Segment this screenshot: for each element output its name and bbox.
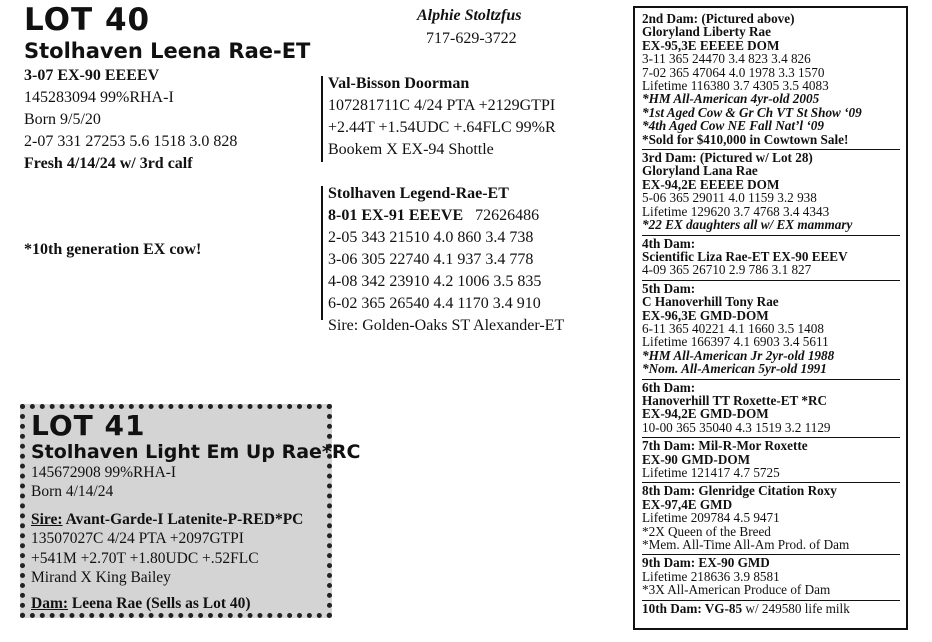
pedigree-section bbox=[642, 380, 900, 439]
pedigree-line: 3-11 365 24470 3.4 823 3.4 826 bbox=[642, 51, 811, 67]
pedigree-line: 6th Dam: bbox=[642, 379, 696, 395]
pedigree-line: *3X All-American Produce of Dam bbox=[642, 582, 831, 598]
pedigree-line: Lifetime 209784 4.5 9471 bbox=[642, 510, 780, 526]
pedigree-line: C Hanoverhill Tony Rae bbox=[642, 294, 779, 310]
lot-41-sire-line bbox=[31, 510, 321, 530]
spacer bbox=[31, 502, 321, 510]
pedigree-row bbox=[642, 466, 900, 479]
pedigree-line: *HM All-American Jr 2yr-old 1988 bbox=[642, 347, 835, 363]
pedigree-section bbox=[642, 601, 900, 618]
pedigree-row bbox=[642, 484, 900, 497]
dam-record: 4-08 342 23910 4.2 1006 3.5 835 bbox=[328, 273, 542, 290]
pedigree-box bbox=[633, 6, 908, 630]
pedigree-line: *Mem. All-Time All-Am Prod. of Dam bbox=[642, 537, 850, 553]
lot-41-dam-text: Leena Rae (Sells as Lot 40) bbox=[68, 594, 251, 612]
pedigree-section bbox=[642, 11, 900, 150]
pedigree-row bbox=[642, 92, 900, 105]
pedigree-section bbox=[642, 281, 900, 380]
pedigree-line: EX-96,3E GMD-DOM bbox=[642, 307, 769, 323]
lot-40-note: *10th generation EX cow! bbox=[24, 241, 202, 258]
pedigree-line: Lifetime 218636 3.9 8581 bbox=[642, 568, 780, 584]
sire-block bbox=[328, 73, 556, 161]
pedigree-line: *HM All-American 4yr-old 2005 bbox=[642, 91, 820, 107]
lot-40-fresh: Fresh 4/14/24 w/ 3rd calf bbox=[24, 155, 193, 172]
pedigree-row bbox=[642, 570, 900, 583]
lot-41-dam-line bbox=[31, 594, 321, 614]
lot-41-registration: 145672908 99%RHA-I bbox=[31, 463, 177, 481]
pedigree-line: Lifetime 116380 3.7 4305 3.5 4083 bbox=[642, 78, 829, 94]
pedigree-line: 7th Dam: Mil-R-Mor Roxette bbox=[642, 438, 808, 454]
lot-41-sire-label: Sire: bbox=[31, 510, 63, 528]
lot-40-classification: 3-07 EX-90 EEEEV bbox=[24, 67, 160, 84]
pedigree-section bbox=[642, 483, 900, 555]
pedigree-line: w/ 249580 life milk bbox=[742, 600, 850, 616]
pedigree-row bbox=[642, 309, 900, 322]
pedigree-row bbox=[642, 25, 900, 38]
pedigree-row bbox=[642, 79, 900, 92]
lot-41-box bbox=[20, 404, 361, 618]
pedigree-line: Lifetime 121417 4.7 5725 bbox=[642, 465, 780, 480]
pedigree-row bbox=[642, 394, 900, 407]
dam-name: Stolhaven Legend-Rae-ET bbox=[328, 185, 509, 202]
pedigree-line: 2nd Dam: (Pictured above) bbox=[642, 11, 795, 26]
pedigree-line: Scientific Liza Rae-ET EX-90 EEEV bbox=[642, 248, 848, 264]
pedigree-line: Gloryland Lana Rae bbox=[642, 163, 758, 179]
dam-record: 3-06 305 22740 4.1 937 3.4 778 bbox=[328, 251, 534, 268]
pedigree-line: *4th Aged Cow NE Fall Nat’l ‘09 bbox=[642, 118, 824, 134]
pedigree-line: Lifetime 129620 3.7 4768 3.4 4343 bbox=[642, 203, 830, 219]
dam-block bbox=[328, 183, 564, 337]
pedigree-row bbox=[642, 164, 900, 177]
pedigree-section bbox=[642, 150, 900, 235]
dam-bracket bbox=[321, 186, 323, 320]
lot-41-title: LOT 41 bbox=[31, 409, 146, 442]
pedigree-line: 4th Dam: bbox=[642, 235, 696, 251]
lot-41-cow-name: Stolhaven Light Em Up Rae*RC bbox=[31, 441, 361, 463]
lot-40-cow-name: Stolhaven Leena Rae-ET bbox=[24, 39, 311, 63]
dam-record: 6-02 365 26540 4.4 1170 3.4 910 bbox=[328, 295, 541, 312]
pedigree-line: *2X Queen of the Breed bbox=[642, 523, 771, 539]
pedigree-row bbox=[642, 583, 900, 596]
pedigree-line: 5th Dam: bbox=[642, 280, 696, 296]
pedigree-line: 6-11 365 40221 4.1 1660 3.5 1408 bbox=[642, 320, 824, 336]
dam-sire: Sire: Golden-Oaks ST Alexander-ET bbox=[328, 317, 565, 334]
pedigree-line: *22 EX daughters all w/ EX mammary bbox=[642, 217, 853, 233]
pedigree-line: Hanoverhill TT Roxette-ET *RC bbox=[642, 392, 827, 408]
pedigree-line: Gloryland Liberty Rae bbox=[642, 24, 771, 40]
lot-41-sire-line-3: Mirand X King Bailey bbox=[31, 569, 171, 587]
pedigree-line: 10-00 365 35040 4.3 1519 3.2 1129 bbox=[642, 419, 831, 435]
pedigree-row bbox=[642, 538, 900, 551]
pedigree-row bbox=[642, 498, 900, 511]
pedigree-section bbox=[642, 555, 900, 600]
lot-40-details bbox=[24, 65, 237, 175]
pedigree-row bbox=[642, 178, 900, 191]
dam-record: 2-05 343 21510 4.0 860 3.4 738 bbox=[328, 229, 534, 246]
pedigree-row bbox=[642, 106, 900, 119]
pedigree-row bbox=[642, 12, 900, 25]
sire-bracket bbox=[321, 76, 323, 162]
pedigree-row bbox=[642, 151, 900, 164]
pedigree-line: 10th Dam: VG-85 bbox=[642, 600, 743, 616]
consignor-name: Alphie Stoltzfus bbox=[417, 7, 522, 24]
pedigree-line: 4-09 365 26710 2.9 786 3.1 827 bbox=[642, 262, 812, 278]
dam-class-line bbox=[328, 205, 564, 227]
pedigree-row bbox=[642, 525, 900, 538]
pedigree-row bbox=[642, 295, 900, 308]
pedigree-row bbox=[642, 453, 900, 466]
lot-41-sire-line-2: +541M +2.70T +1.80UDC +.52FLC bbox=[31, 549, 259, 567]
pedigree-line: 7-02 365 47064 4.0 1978 3.3 1570 bbox=[642, 64, 825, 80]
pedigree-line: 8th Dam: Glenridge Citation Roxy bbox=[642, 483, 837, 499]
pedigree-row bbox=[642, 250, 900, 263]
dam-classification: 8-01 EX-91 EEEVE bbox=[328, 207, 464, 224]
pedigree-row bbox=[642, 218, 900, 231]
lot-41-dam-label: Dam: bbox=[31, 594, 69, 612]
pedigree-row bbox=[642, 39, 900, 52]
dam-registration: 72626486 bbox=[475, 207, 540, 224]
sire-line-2: +2.44T +1.54UDC +.64FLC 99%R bbox=[328, 119, 556, 136]
pedigree-row bbox=[642, 282, 900, 295]
pedigree-row bbox=[642, 335, 900, 348]
pedigree-row bbox=[642, 439, 900, 452]
sire-line-3: Bookem X EX-94 Shottle bbox=[328, 141, 494, 158]
pedigree-row bbox=[642, 556, 900, 569]
pedigree-row bbox=[642, 52, 900, 65]
pedigree-row bbox=[642, 133, 900, 146]
lot-40-born: Born 9/5/20 bbox=[24, 111, 101, 128]
pedigree-row bbox=[642, 602, 900, 615]
pedigree-line: Lifetime 166397 4.1 6903 3.4 5611 bbox=[642, 334, 829, 350]
pedigree-section bbox=[642, 236, 900, 281]
pedigree-line: EX-94,2E GMD-DOM bbox=[642, 406, 769, 422]
pedigree-line: EX-95,3E EEEEE DOM bbox=[642, 37, 780, 53]
pedigree-line: 3rd Dam: (Pictured w/ Lot 28) bbox=[642, 150, 813, 166]
lot-40-record: 2-07 331 27253 5.6 1518 3.0 828 bbox=[24, 133, 238, 150]
lot-40-registration: 145283094 99%RHA-I bbox=[24, 89, 174, 106]
lot-41-details bbox=[31, 463, 321, 614]
pedigree-line: EX-94,2E EEEEE DOM bbox=[642, 176, 780, 192]
pedigree-line: *Nom. All-American 5yr-old 1991 bbox=[642, 361, 827, 377]
pedigree-row bbox=[642, 407, 900, 420]
pedigree-row bbox=[642, 349, 900, 362]
pedigree-row bbox=[642, 263, 900, 276]
pedigree-row bbox=[642, 381, 900, 394]
pedigree-section bbox=[642, 438, 900, 483]
pedigree-line: *1st Aged Cow & Gr Ch VT St Show ‘09 bbox=[642, 104, 862, 120]
pedigree-row bbox=[642, 66, 900, 79]
pedigree-row bbox=[642, 322, 900, 335]
pedigree-row bbox=[642, 421, 900, 434]
lot-41-born: Born 4/14/24 bbox=[31, 483, 114, 501]
pedigree-line: 9th Dam: EX-90 GMD bbox=[642, 555, 770, 571]
sire-name: Val-Bisson Doorman bbox=[328, 75, 470, 92]
pedigree-line: *Sold for $410,000 in Cowtown Sale! bbox=[642, 131, 849, 147]
lot-41-sire-name: Avant-Garde-I Latenite-P-RED*PC bbox=[62, 510, 304, 528]
pedigree-row bbox=[642, 119, 900, 132]
lot-40-title: LOT 40 bbox=[24, 2, 151, 38]
pedigree-row bbox=[642, 191, 900, 204]
consignor-phone: 717-629-3722 bbox=[426, 30, 517, 47]
pedigree-line: EX-97,4E GMD bbox=[642, 496, 733, 512]
pedigree-line: 5-06 365 29011 4.0 1159 3.2 938 bbox=[642, 190, 817, 206]
sire-line-1: 107281711C 4/24 PTA +2129GTPI bbox=[328, 97, 556, 114]
lot-41-sire-line-1: 13507027C 4/24 PTA +2097GTPI bbox=[31, 530, 244, 548]
pedigree-row bbox=[642, 362, 900, 375]
pedigree-row bbox=[642, 511, 900, 524]
pedigree-row bbox=[642, 205, 900, 218]
pedigree-row bbox=[642, 237, 900, 250]
pedigree-line: EX-90 GMD-DOM bbox=[642, 451, 751, 467]
